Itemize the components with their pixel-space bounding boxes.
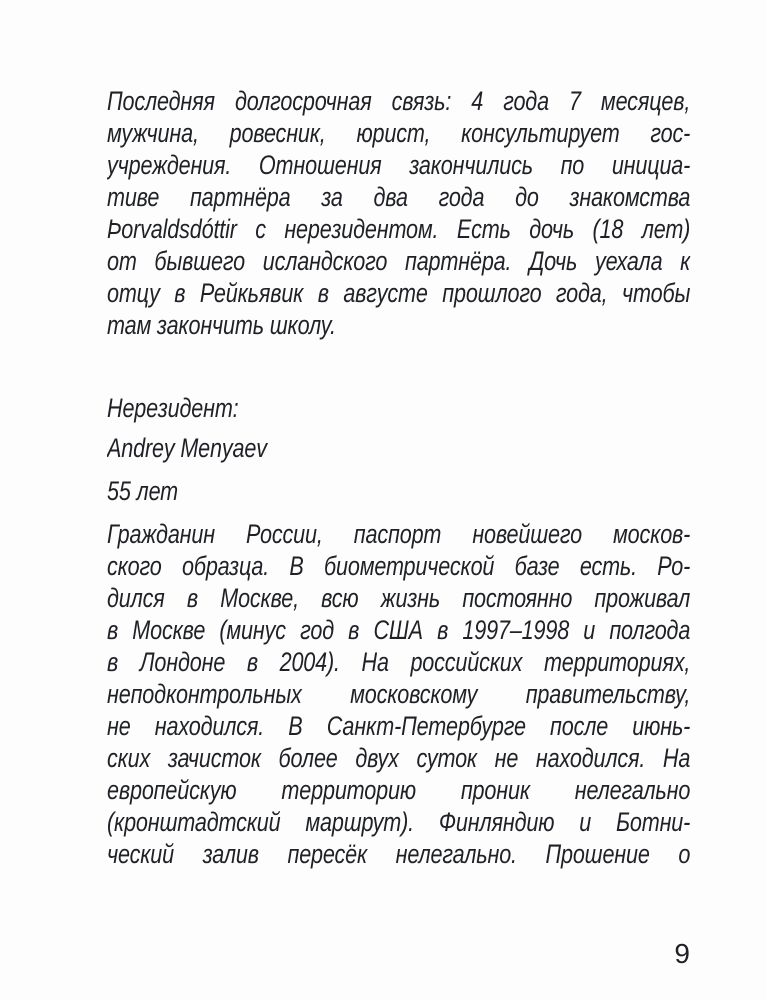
- text-line: дился в Москве, всю жизнь постоянно проживал: [107, 583, 691, 613]
- text-line: в Москве (минус год в США в 1997–1998 и полгода: [107, 615, 691, 645]
- paragraph-gap: [107, 464, 690, 475]
- bio-paragraph: [107, 518, 690, 870]
- text-line: мужчина, ровесник, юрист, консультирует гос-: [107, 118, 691, 148]
- page-number: 9: [674, 938, 690, 969]
- text-line: ского образца. В биометрической базе есть. Ро-: [107, 551, 691, 581]
- text-line: (кронштадтский маршрут). Финляндию и Ботни-: [107, 807, 691, 837]
- text-line: неподконтрольных московскому правительству,: [107, 679, 691, 709]
- text-line: европейскую территорию проник нелегально: [107, 775, 691, 805]
- nonresident-age: 55 лет: [107, 476, 179, 506]
- text-line: отцу в Рейкьявик в августе прошлого года, чтобы: [107, 278, 691, 308]
- nonresident-label: Нерезидент:: [107, 393, 239, 423]
- text-line: ских зачисток более двух суток не находился. На: [107, 743, 691, 773]
- text-line: в Лондоне в 2004). На российских территориях,: [107, 647, 691, 677]
- text-column: [107, 85, 690, 870]
- nonresident-name-paragraph: [107, 432, 690, 464]
- paragraph-gap: [107, 424, 690, 432]
- nonresident-label-paragraph: [107, 392, 690, 424]
- text-line: учреждения. Отношения закончились по инициа-: [107, 150, 691, 180]
- section-gap: [107, 341, 690, 392]
- nonresident-age-paragraph: [107, 475, 690, 507]
- text-line: там закончить школу.: [107, 310, 336, 340]
- paragraph-gap: [107, 507, 690, 518]
- text-line: Þorvaldsdóttir с нерезидентом. Есть дочь (18 лет): [107, 214, 691, 244]
- text-line: не находился. В Санкт-Петербурге после июнь-: [107, 711, 691, 741]
- text-line: от бывшего исландского партнёра. Дочь уехала к: [107, 246, 691, 276]
- page-body-text: [107, 85, 690, 870]
- text-line: Последняя долгосрочная связь: 4 года 7 месяцев,: [107, 86, 691, 116]
- relationship-paragraph: [107, 85, 690, 341]
- text-line: тиве партнёра за два года до знакомства: [107, 182, 691, 212]
- text-line: Гражданин России, паспорт новейшего москов-: [107, 519, 691, 549]
- nonresident-name: Andrey Menyaev: [107, 433, 267, 463]
- text-line: ческий залив пересёк нелегально. Прошение о: [107, 839, 691, 869]
